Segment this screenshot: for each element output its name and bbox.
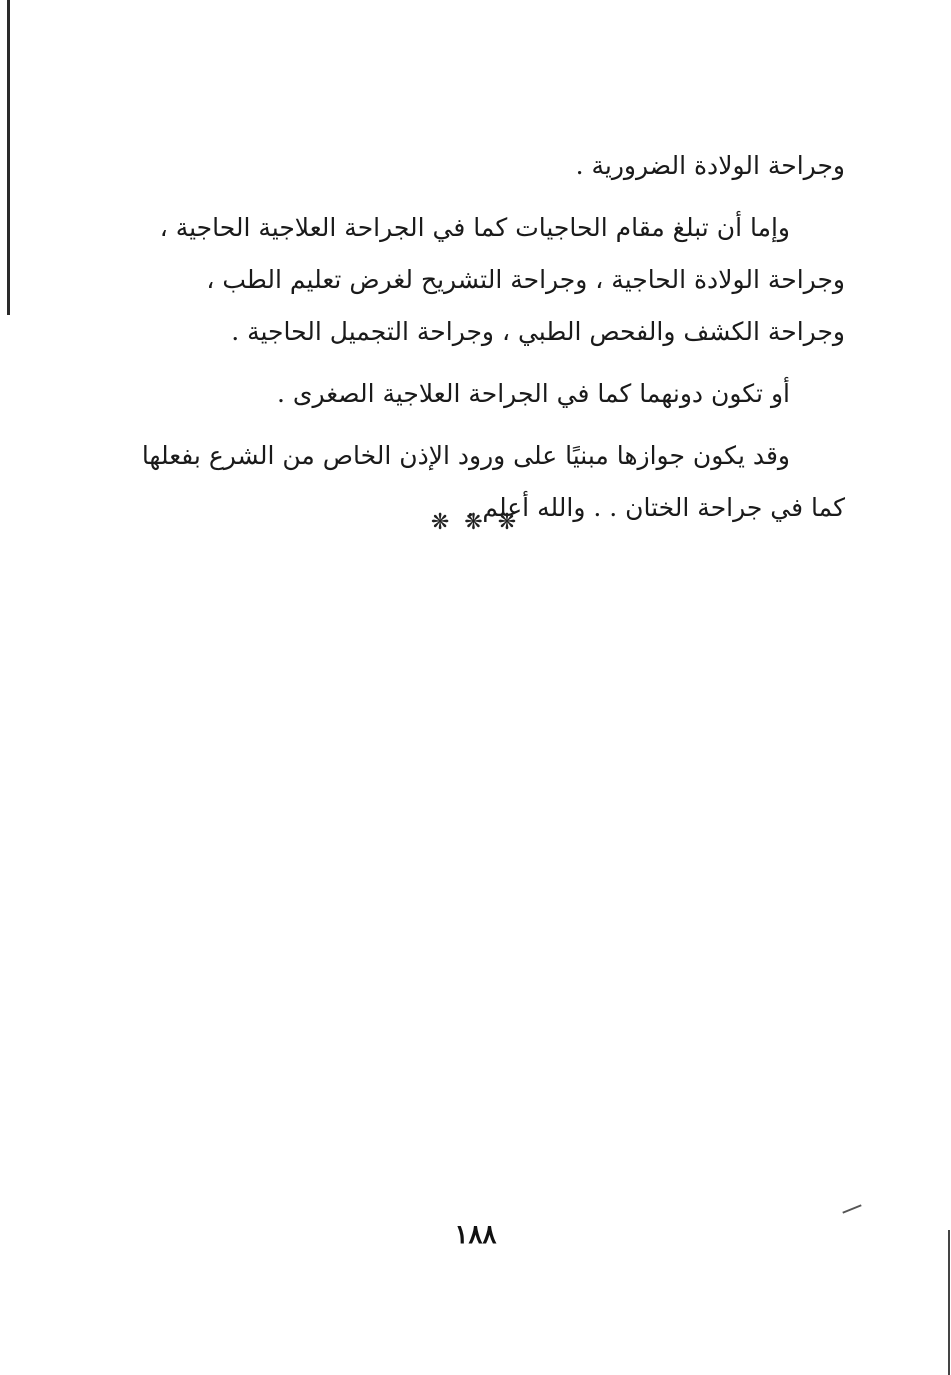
body-text [130,140,845,534]
text-line: وقد يكون جوازها مبنيًا على ورود الإذن الخاص من الشرع بفعلها [141,441,790,470]
section-separator: ❋ ❋ ❋ [430,510,521,535]
text-line: وجراحة الولادة الحاجية ، وجراحة التشريح لغرض تعليم الطب ، [206,265,845,294]
text-line: وجراحة الكشف والفحص الطبي ، وجراحة التجميل الحاجية . [231,317,845,346]
right-scan-border [948,1230,950,1375]
scan-mark [842,1204,861,1213]
text-line: وجراحة الولادة الضرورية . [575,151,845,180]
text-line: كما في جراحة الختان . . والله أعلم . [466,493,845,522]
page-number: ١٨٨ [454,1220,497,1250]
text-line: وإما أن تبلغ مقام الحاجيات كما في الجراحة العلاجية الحاجية ، [159,213,790,242]
text-line: أو تكون دونهما كما في الجراحة العلاجية الصغرى . [276,379,790,408]
left-scan-border [7,0,10,315]
